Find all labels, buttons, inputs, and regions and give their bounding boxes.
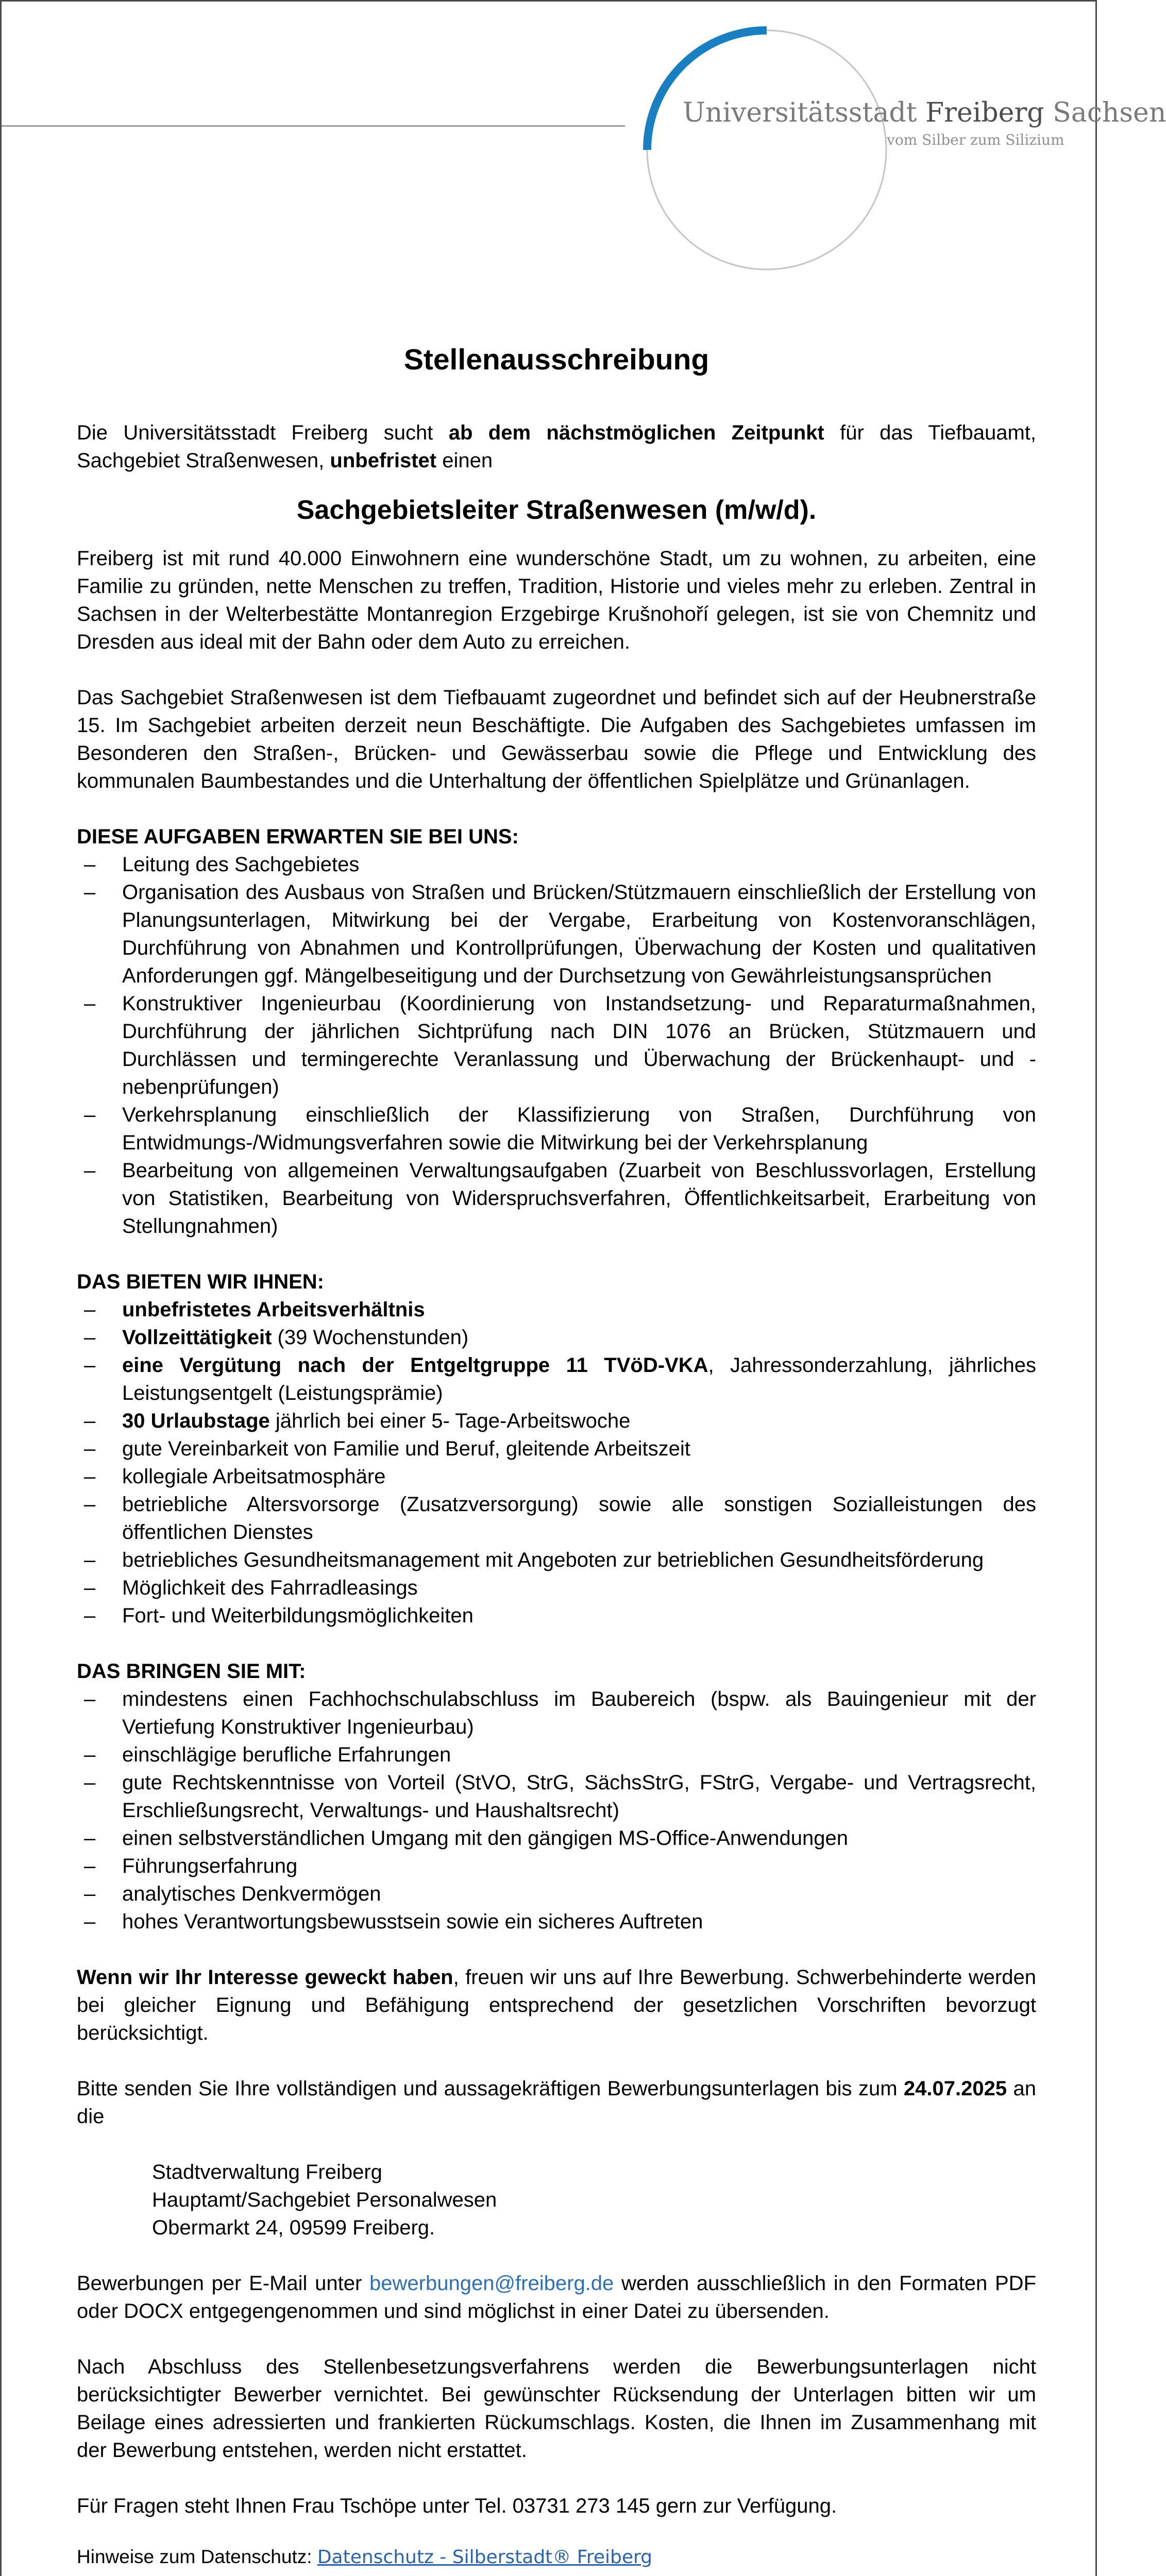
list-item: – 30 Urlaubstage jährlich bei einer 5- Tage-Arbeitswoche [84,1410,631,1432]
list-item: – einen selbstverständlichen Umgang mit den gängigen MS-Office-Anwendungen [84,1827,849,1850]
list-item: – betriebliches Gesundheitsmanagement mit Angeboten zur betrieblichen Gesundheitsförderung [84,1549,984,1571]
list-item: – mindestens einen Fachhochschulabschluss im Baubereich (bspw. als Bauingenieur mit der Vertiefung Konstruktiver Ingenieurbau) [84,1688,1036,1738]
list-item: – gute Rechtskenntnisse von Vorteil (StVO, StrG, SächsStrG, FStrG, Vergabe- und Vertragsrecht, Erschließungsrecht, Verwaltungs- und Haushaltsrecht) [84,1771,1036,1822]
header-rule [2,125,625,127]
city-description: Freiberg ist mit rund 40.000 Einwohnern eine wunderschöne Stadt, um zu wohnen, zu arbeiten, eine Familie zu gründen, nette Menschen zu treffen, Tradition, Historie und vieles mehr zu erleben. Zentral in Sachsen in der Welterbestätte Montanregion Erzgebirge Krušnohoří gelegen, ist sie von Chemnitz und Dresden aus ideal mit der Bahn oder dem Auto zu erreichen. [77,547,1036,653]
requirements-heading: DAS BRINGEN SIE MIT: [77,1660,306,1683]
offers-heading: DAS BIETEN WIR IHNEN: [77,1270,324,1293]
list-item: – Verkehrsplanung einschließlich der Klassifizierung von Straßen, Durchführung von Entwidmungs-/Widmungsverfahren sowie die Mitwirkung bei der Verkehrsplanung [84,1104,1036,1154]
list-item: – gute Vereinbarkeit von Familie und Beruf, gleitende Arbeitszeit [84,1437,690,1460]
city-logo-name: Universitätsstadt Freiberg Sachsen [683,97,1166,128]
list-item: – Vollzeittätigkeit (39 Wochenstunden) [84,1326,469,1349]
address-line: Stadtverwaltung Freiberg [152,2161,382,2183]
posting-content [77,342,1036,2571]
address-line: Obermarkt 24, 09599 Freiberg. [152,2216,435,2239]
list-item: – Konstruktiver Ingenieurbau (Koordinierung von Instandsetzung- und Reparaturmaßnahmen, Durchführung der jährlichen Sichtprüfung nach DIN 1076 an Brücken, Stützmauern und Durchlässen und termingerechte Veranlassung und Überwachung der Brückenhaupt- und -nebenprüfungen) [84,992,1036,1098]
list-item: – Fort- und Weiterbildungsmöglichkeiten [84,1604,474,1627]
offers-list [77,1296,1036,1630]
list-item: – Leitung des Sachgebietes [84,853,360,876]
list-item: – Organisation des Ausbaus von Straßen und Brücken/Stützmauern einschließlich der Erstellung von Planungsunterlagen, Mitwirkung bei der Vergabe, Erarbeitung von Kostenvoranschlägen, Durchführung von Abnahmen und Kontrollprüfungen, Überwachung der Kosten und qualitativen Anforderungen ggf. Mängelbeseitigung und der Durchsetzung von Gewährleistungsansprüchen [84,881,1036,987]
closing-paragraph: Nach Abschluss des Stellenbesetzungsverfahrens werden die Bewerbungsunterlagen nicht berücksichtigter Bewerber vernichtet. Bei gewünschter Rücksendung der Unterlagen bitten wir um Beilage eines adressierten und frankierten Rückumschlags. Kosten, die Ihnen im Zusammenhang mit der Bewerbung entstehen, werden nicht erstattet. [77,2355,1036,2462]
list-item: – Führungserfahrung [84,1855,298,1877]
list-item: – betriebliche Altersvorsorge (Zusatzversorgung) sowie alle sonstigen Sozialleistungen des öffentlichen Dienstes [84,1493,1036,1544]
list-item: – Bearbeitung von allgemeinen Verwaltungsaufgaben (Zuarbeit von Beschlussvorlagen, Erstellung von Statistiken, Bearbeitung von Widerspruchsverfahren, Öffentlichkeitsarbeit, Erarbeitung von Stellungnahmen) [84,1159,1036,1238]
list-item: – unbefristetes Arbeitsverhältnis [84,1298,425,1321]
tasks-list [77,851,1036,1240]
email-paragraph: Bewerbungen per E-Mail unter bewerbungen@freiberg.de werden ausschließlich in den Formaten PDF oder DOCX entgegengenommen und sind möglichst in einer Datei zu übersenden. [77,2272,1037,2323]
city-logo-ring-icon [643,26,890,274]
list-item: – eine Vergütung nach der Entgeltgruppe 11 TVöD-VKA, Jahressonderzahlung, jährliches Leistungsentgelt (Leistungsprämie) [84,1354,1036,1404]
list-item: – Möglichkeit des Fahrradleasings [84,1577,418,1599]
apply-paragraph: Bitte senden Sie Ihre vollständigen und aussagekräftigen Bewerbungsunterlagen bis zum 24.07.2025 an die [77,2077,1036,2128]
intro-paragraph: Die Universitätsstadt Freiberg sucht ab dem nächstmöglichen Zeitpunkt für das Tiefbauamt, Sachgebiet Straßenwesen, unbefristet einen [77,421,1037,472]
address-line: Hauptamt/Sachgebiet Personalwesen [152,2189,497,2211]
tasks-heading: DIESE AUFGABEN ERWARTEN SIE BEI UNS: [77,825,519,848]
page-title: Stellenausschreibung [403,343,709,376]
list-item: – kollegiale Arbeitsatmosphäre [84,1465,386,1488]
department-description: Das Sachgebiet Straßenwesen ist dem Tiefbauamt zugeordnet und befindet sich auf der Heubnerstraße 15. Im Sachgebiet arbeiten derzeit neun Beschäftigte. Die Aufgaben des Sachgebietes umfassen im Besonderen den Straßen-, Brücken- und Gewässerbau sowie die Pflege und Entwicklung des kommunalen Baumbestandes und die Unterhaltung der öffentlichen Spielplätze und Grünanlagen. [77,686,1036,792]
position-title: Sachgebietsleiter Straßenwesen (m/w/d). [296,495,817,525]
contact-paragraph: Für Fragen steht Ihnen Frau Tschöpe unter Tel. 03731 273 145 gern zur Verfügung. [77,2495,837,2517]
email-link[interactable]: bewerbungen@freiberg.de [369,2272,614,2295]
privacy-link[interactable]: Datenschutz - Silberstadt® Freiberg [317,2547,653,2568]
list-item: – einschlägige berufliche Erfahrungen [84,1743,451,1766]
list-item: – hohes Verantwortungsbewusstsein sowie ein sicheres Auftreten [84,1910,703,1933]
postal-address [77,2158,1036,2242]
privacy-note: Hinweise zum Datenschutz: Datenschutz - Silberstadt® Freiberg [77,2546,653,2568]
requirements-list [77,1685,1036,1936]
list-item: – analytisches Denkvermögen [84,1883,381,1905]
interest-paragraph: Wenn wir Ihr Interesse geweckt haben, freuen wir uns auf Ihre Bewerbung. Schwerbehinderte werden bei gleicher Eignung und Befähigung entsprechend der gesetzlichen Vorschriften bevorzugt berücksichtigt. [77,1966,1036,2044]
city-logo-tagline: vom Silber zum Silizium [887,131,1064,148]
